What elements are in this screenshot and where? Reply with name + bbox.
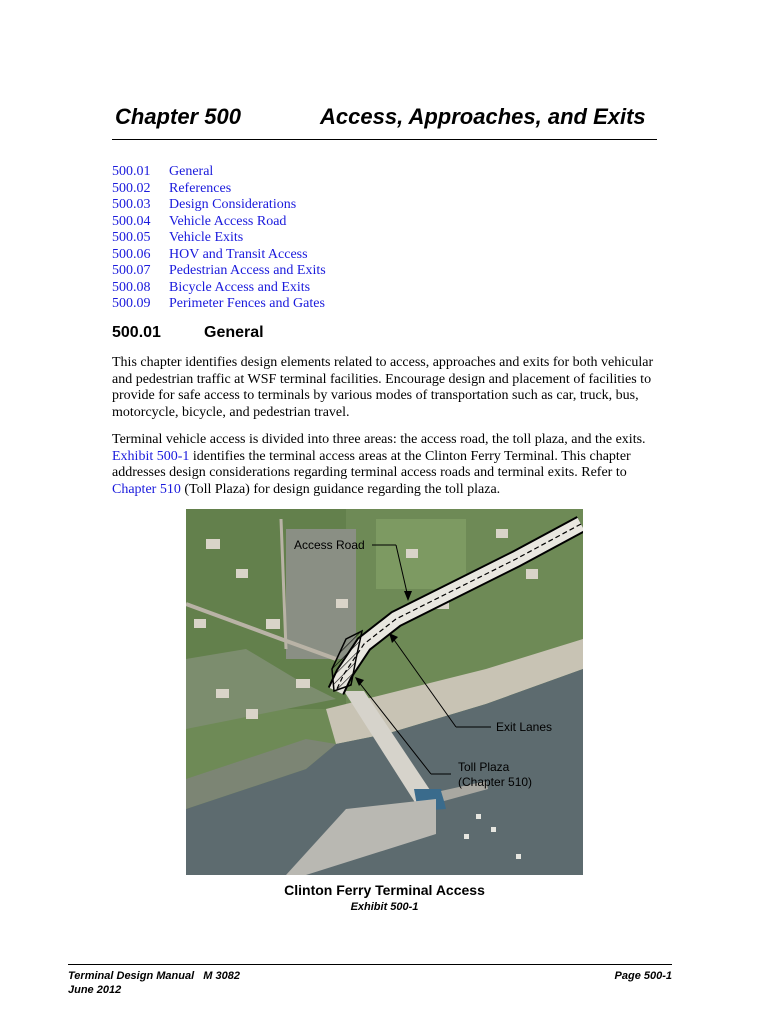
section-number: 500.01 xyxy=(112,324,161,341)
section-heading xyxy=(112,324,264,342)
exhibit-number: Exhibit 500-1 xyxy=(350,901,419,913)
toc-item-500-04[interactable]: 500.04 Vehicle Access Road xyxy=(112,213,287,229)
toc-item-500-05[interactable]: 500.05 Vehicle Exits xyxy=(112,230,244,245)
footer-manual: Terminal Design Manual M 3082 xyxy=(68,970,240,982)
access-paragraph: Terminal vehicle access is divided into three areas: the access road, the toll plaza, and the exits. Exhibit 500-1 identifies the terminal access areas at the Clinton Ferry Terminal. This chapter addresses design considerations regarding terminal access roads and terminal exits. Refer to Chapter 510 (Toll Plaza) for design guidance regarding the toll plaza. xyxy=(112,432,646,497)
toc-item-500-08[interactable]: 500.08 Bicycle Access and Exits xyxy=(112,279,311,295)
footer-date: June 2012 xyxy=(68,984,122,996)
toc-item-500-01[interactable]: 500.01 General xyxy=(112,164,214,179)
figure-caption: Clinton Ferry Terminal Access xyxy=(284,882,485,898)
label-toll-plaza: Toll Plaza xyxy=(458,760,510,774)
toc-item-500-07[interactable]: 500.07 Pedestrian Access and Exits xyxy=(112,263,326,278)
chapter-510-link[interactable]: Chapter 510 xyxy=(112,481,181,497)
aerial-photo xyxy=(186,509,583,875)
footer-page-number: Page 500-1 xyxy=(614,970,672,982)
label-access-road: Access Road xyxy=(294,538,365,552)
toc-item-500-03[interactable]: 500.03 Design Considerations xyxy=(112,197,297,212)
chapter-number: Chapter 500 xyxy=(115,104,241,129)
label-exit-lanes: Exit Lanes xyxy=(496,720,553,734)
intro-paragraph: This chapter identifies design elements related to access, approaches and exits for both vehicular and pedestrian traffic at WSF terminal facilities. Encourage design and placement of facilities to provide for safe access to terminals by various modes of transportation such as car, truck, bus, motorcycle, bicycle, and pedestrian travel. xyxy=(112,355,654,420)
section-title: General xyxy=(204,324,264,341)
exhibit-500-1-link[interactable]: Exhibit 500-1 xyxy=(112,448,190,464)
footer-rule xyxy=(68,964,672,965)
label-toll-plaza-ref: (Chapter 510) xyxy=(458,775,533,789)
header-rule xyxy=(112,139,657,140)
table-of-contents xyxy=(112,164,512,313)
toc-item-500-06[interactable]: 500.06 HOV and Transit Access xyxy=(112,246,308,262)
toc-item-500-02[interactable]: 500.02 References xyxy=(112,180,232,196)
toc-item-500-09[interactable]: 500.09 Perimeter Fences and Gates xyxy=(112,296,325,311)
chapter-title: Access, Approaches, and Exits xyxy=(320,104,646,129)
